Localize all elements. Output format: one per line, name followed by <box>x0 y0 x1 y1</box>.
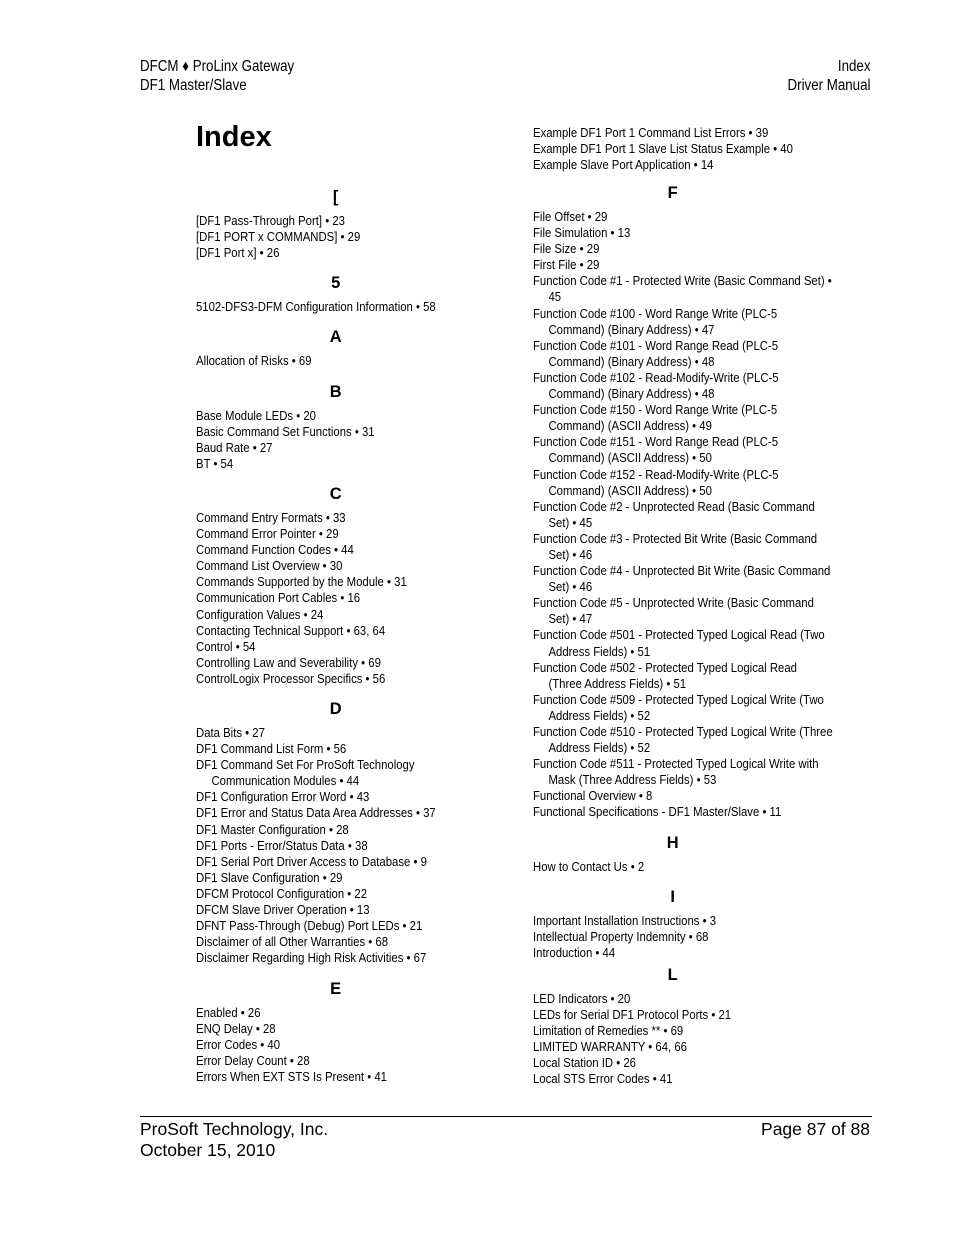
header-section: Index <box>837 58 870 75</box>
index-entry: LIMITED WARRANTY • 64, 66 <box>533 1039 687 1055</box>
footer-right <box>761 1119 870 1140</box>
index-entry: LED Indicators • 20 <box>533 991 631 1006</box>
index-letter-heading: B <box>329 383 342 401</box>
index-entry: DF1 Command Set For ProSoft Technology Communication Modules • 44 <box>196 757 415 789</box>
index-entry: Example DF1 Port 1 Command List Errors • 39 <box>533 125 769 140</box>
index-entry: Command Error Pointer • 29 <box>196 526 339 542</box>
index-entry: Function Code #100 - Word Range Write (PLC-5 Command) (Binary Address) • 47 <box>533 305 778 337</box>
index-entry: Error Codes • 40 <box>196 1037 281 1053</box>
index-entry: Baud Rate • 27 <box>196 440 273 456</box>
index-entry: Function Code #501 - Protected Typed Logical Read (Two Address Fields) • 51 <box>533 627 825 659</box>
index-letter-heading: F <box>667 184 678 202</box>
footer-page-number: Page 87 of 88 <box>761 1119 870 1139</box>
index-entry: DF1 Error and Status Data Area Addresses • 37 <box>196 805 436 821</box>
index-section <box>196 382 496 472</box>
index-letter-heading: I <box>670 888 675 906</box>
index-entry: Control • 54 <box>196 638 256 654</box>
index-entry: Example DF1 Port 1 Slave List Status Example • 40 <box>533 141 793 157</box>
index-entry: Controlling Law and Severability • 69 <box>196 654 381 670</box>
index-entry: Function Code #509 - Protected Typed Logical Write (Two Address Fields) • 52 <box>533 691 824 723</box>
header-protocol: DF1 Master/Slave <box>140 77 247 94</box>
index-section <box>533 833 833 875</box>
index-entry: Function Code #3 - Protected Bit Write (Basic Command Set) • 46 <box>533 530 818 562</box>
index-entry: DFCM Protocol Configuration • 22 <box>196 885 368 901</box>
footer-company: ProSoft Technology, Inc. <box>140 1119 329 1139</box>
index-letter-heading: L <box>667 966 678 984</box>
index-entry: File Offset • 29 <box>533 209 608 224</box>
index-entry: DF1 Configuration Error Word • 43 <box>196 789 370 805</box>
index-entry: Errors When EXT STS Is Present • 41 <box>196 1069 387 1085</box>
index-entry: Function Code #502 - Protected Typed Logical Read (Three Address Fields) • 51 <box>533 659 797 691</box>
index-entry: Limitation of Remedies ** • 69 <box>533 1023 684 1039</box>
index-entry: LEDs for Serial DF1 Protocol Ports • 21 <box>533 1007 732 1023</box>
index-entry: [DF1 Port x] • 26 <box>196 245 280 261</box>
footer-date: October 15, 2010 <box>140 1140 276 1160</box>
index-letter-heading: C <box>329 485 342 503</box>
index-entry: Command List Overview • 30 <box>196 558 343 574</box>
index-section <box>533 965 833 1088</box>
index-entry: Disclaimer of all Other Warranties • 68 <box>196 934 389 950</box>
index-entry: Function Code #511 - Protected Typed Logical Write with Mask (Three Address Fields) • 53 <box>533 756 819 788</box>
running-header-left <box>140 57 294 95</box>
index-entry: 5102-DFS3-DFM Configuration Information • 58 <box>196 299 436 314</box>
index-entry: Command Entry Formats • 33 <box>196 510 346 525</box>
index-entry: DF1 Slave Configuration • 29 <box>196 869 343 885</box>
index-entry: File Size • 29 <box>533 241 600 257</box>
index-entry: Error Delay Count • 28 <box>196 1053 310 1069</box>
index-entry: DF1 Ports - Error/Status Data • 38 <box>196 837 368 853</box>
index-entry: Function Code #101 - Word Range Read (PLC-5 Command) (Binary Address) • 48 <box>533 337 779 369</box>
index-section <box>533 183 833 821</box>
index-entry: First File • 29 <box>533 257 600 273</box>
index-entry: Local STS Error Codes • 41 <box>533 1071 673 1087</box>
index-entry: Local Station ID • 26 <box>533 1055 636 1071</box>
index-entry: Important Installation Instructions • 3 <box>533 913 717 928</box>
index-section <box>196 273 496 315</box>
index-letter-heading: D <box>329 700 342 718</box>
index-entry: DFNT Pass-Through (Debug) Port LEDs • 21 <box>196 918 423 934</box>
page-title: Index <box>196 121 272 153</box>
index-letter-heading: E <box>330 980 342 998</box>
index-entry: [DF1 Pass-Through Port] • 23 <box>196 213 345 228</box>
index-entry: Commands Supported by the Module • 31 <box>196 574 407 590</box>
index-entry: Introduction • 44 <box>533 945 616 961</box>
index-entry: ControlLogix Processor Specifics • 56 <box>196 670 386 686</box>
index-entry: Intellectual Property Indemnity • 68 <box>533 929 709 945</box>
index-letter-heading: A <box>329 328 342 346</box>
index-section <box>196 979 496 1085</box>
index-entry: Function Code #1 - Protected Write (Basic Command Set) • 45 <box>533 273 832 305</box>
index-letter-heading: [ <box>332 188 339 206</box>
index-entry: DF1 Master Configuration • 28 <box>196 821 349 837</box>
index-entry: BT • 54 <box>196 456 234 472</box>
index-entry: [DF1 PORT x COMMANDS] • 29 <box>196 229 361 245</box>
footer-divider <box>140 1116 872 1117</box>
index-entry: Command Function Codes • 44 <box>196 542 354 558</box>
index-entry: Base Module LEDs • 20 <box>196 408 316 423</box>
index-entry: Function Code #150 - Word Range Write (PLC-5 Command) (ASCII Address) • 49 <box>533 402 778 434</box>
index-entry: Function Code #151 - Word Range Read (PLC-5 Command) (ASCII Address) • 50 <box>533 434 779 466</box>
index-entry: Communication Port Cables • 16 <box>196 590 361 606</box>
index-entry: Disclaimer Regarding High Risk Activities • 67 <box>196 950 427 966</box>
index-entry: Basic Command Set Functions • 31 <box>196 424 375 440</box>
index-section <box>533 887 833 961</box>
index-entry: File Simulation • 13 <box>533 225 631 241</box>
index-entry: Configuration Values • 24 <box>196 606 324 622</box>
index-entry: Function Code #102 - Read-Modify-Write (PLC-5 Command) (Binary Address) • 48 <box>533 369 779 402</box>
index-entry: Enabled • 26 <box>196 1005 261 1020</box>
running-header-right <box>787 57 870 95</box>
header-product: DFCM ♦ ProLinx Gateway <box>140 58 295 75</box>
index-letter-heading: 5 <box>331 274 341 292</box>
index-entry: Functional Specifications - DF1 Master/Slave • 11 <box>533 804 782 820</box>
index-entry: DF1 Command List Form • 56 <box>196 741 347 757</box>
index-section <box>196 187 496 261</box>
index-section <box>196 327 496 369</box>
index-entry: Function Code #4 - Unprotected Bit Write (Basic Command Set) • 46 <box>533 563 831 595</box>
index-entry: Function Code #2 - Unprotected Read (Basic Command Set) • 45 <box>533 498 815 530</box>
index-entry: DFCM Slave Driver Operation • 13 <box>196 902 370 918</box>
index-entry: Data Bits • 27 <box>196 725 265 740</box>
index-entry: Functional Overview • 8 <box>533 788 653 804</box>
index-entry: Function Code #5 - Unprotected Write (Basic Command Set) • 47 <box>533 595 814 627</box>
index-entry: ENQ Delay • 28 <box>196 1021 276 1037</box>
index-entry: Contacting Technical Support • 63, 64 <box>196 622 386 638</box>
index-entry: Function Code #152 - Read-Modify-Write (PLC-5 Command) (ASCII Address) • 50 <box>533 466 779 498</box>
footer-left <box>140 1119 328 1161</box>
index-letter-heading: H <box>666 834 679 852</box>
index-entry: Example Slave Port Application • 14 <box>533 157 714 173</box>
index-entry: Allocation of Risks • 69 <box>196 353 312 368</box>
index-entry: How to Contact Us • 2 <box>533 859 645 874</box>
index-section <box>196 699 496 966</box>
index-entry: DF1 Serial Port Driver Access to Database • 9 <box>196 853 427 869</box>
index-section <box>196 484 496 687</box>
index-entry: Function Code #510 - Protected Typed Logical Write (Three Address Fields) • 52 <box>533 724 833 756</box>
header-manual: Driver Manual <box>787 77 870 94</box>
